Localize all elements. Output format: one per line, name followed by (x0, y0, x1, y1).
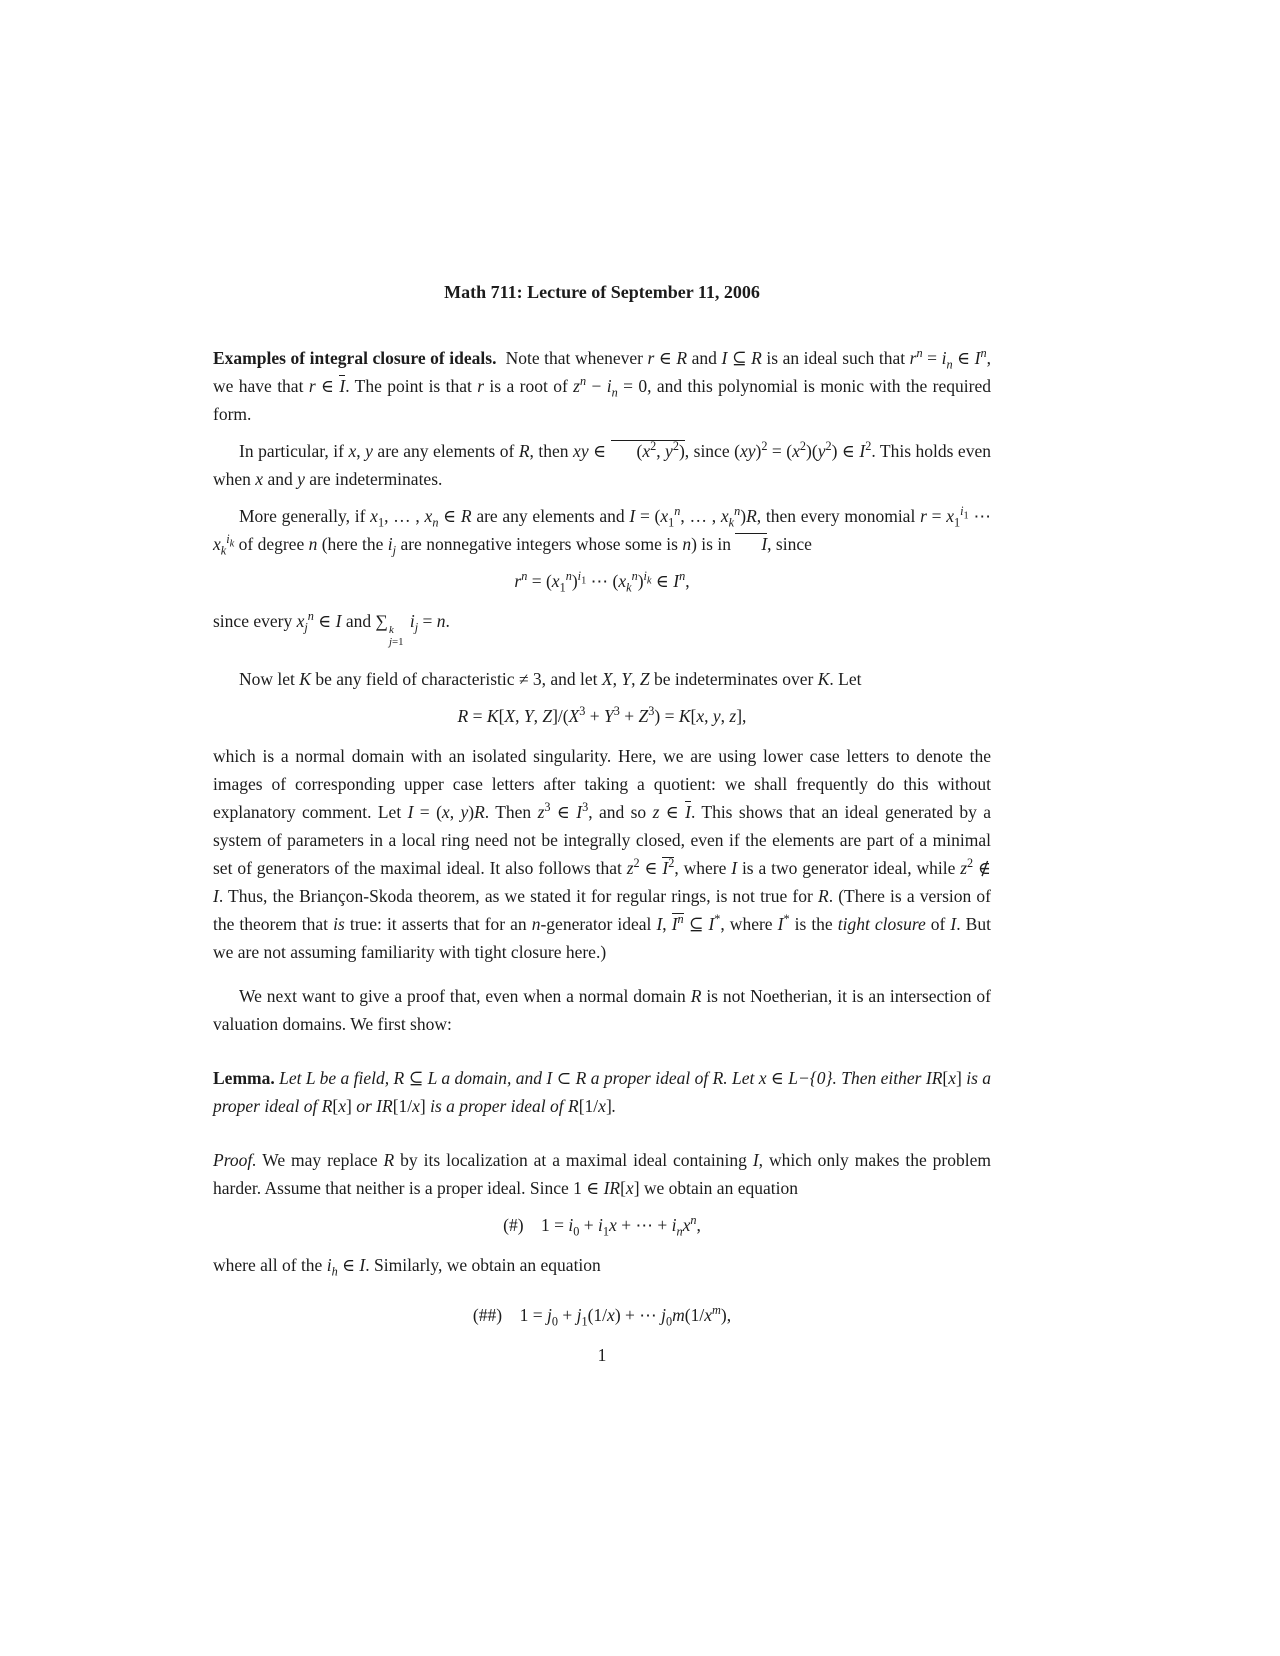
paragraph-where-all: where all of the $i_h$ ∈ I. Similarly, we obtain an equation (213, 1254, 601, 1279)
paragraph-more-generally: More generally, if $x_1$, … , $x_n$ ∈ R are any elements and $I = (x_1^n$, … , $x_k^n)R$, then every monomial $r = x_1^{i_1}$ ⋯ $x_k^{i_k}$ of degree n (here the $i_j$ are nonnegative integers whose some is n) is in I, since (213, 504, 991, 558)
paragraph-normal-domain: which is a normal domain with an isolated singularity. Here, we are using lower case letters to denote the images of corresponding upper case letters after taking a quotient: we shall frequently do this without explanatory comment. Let I = (x, y)R. Then $z^3$ ∈ $I^3$, and so z ∈ I. This shows that an ideal generated by a system of parameters in a local ring need not be integrally closed, even if the elements are part of a minimal set of generators of the maximal ideal. It also follows that $z^2$ ∈ $I^2$, where I is a two generator ideal, while $z^2$ ∉ I. Thus, the Briançon-Skoda theorem, as we stated it for regular rings, is not true for R. (There is a version of the theorem that is true: it asserts that for an n-generator ideal I, $I^n$ ⊆ I*, where I* is the tight closure of I. But we are not assuming familiarity with tight closure here.) (213, 745, 992, 962)
paragraph-we-next-want: We next want to give a proof that, even when a normal domain R is not Noetherian, it is an intersection of valuation domains. We first show: (213, 985, 991, 1034)
page-number: 1 (597, 1344, 607, 1365)
display-equation-double-hash: (##) $1 = j_0 + j_1(1/x)$ + ⋯ $j_0m(1/x^m)$, (472, 1302, 732, 1329)
display-equation-rn: $r^n = (x_1^n)^{i_1}$ ⋯ $(x_k^n)^{i_k}$ ∈ $I^n$, (514, 569, 690, 595)
document-title: Math 711: Lecture of September 11, 2006 (444, 282, 760, 302)
document-body (213, 278, 991, 1369)
proof-paragraph: Proof. We may replace R by its localization at a maximal ideal containing I, which only makes the problem harder. Assume that neither is a proper ideal. Since 1 ∈ IR[x] we obtain an equation (213, 1149, 991, 1198)
paragraph-since-every: since every $x_j^n$ ∈ I and ∑ k j=1 $i_j = n$. (213, 609, 450, 648)
display-equation-ring-r: R = K[X, Y, $Z]/(X^3 + Y^3 + Z^3) = K[x$, y, z], (457, 703, 747, 726)
paragraph-in-particular: In particular, if x, y are any elements of R, then xy ∈ ($x^2$, $y^2$), since $(xy)^2 = (x^2)(y^2)$ ∈ $I^2$. This holds even when x and y are indeterminates. (213, 439, 991, 489)
paragraph-examples-intro: Examples of integral closure of ideals. Note that whenever r ∈ R and I ⊆ R is an ideal such that $r^n = i_n$ ∈ $I^n$, we have that r ∈ I. The point is that r is a root of $z^n - i_n = 0$, and this polynomial is monic with the required form. (213, 346, 991, 424)
paragraph-now-let-k: Now let K be any field of characteristic ≠ 3, and let X, Y, Z be indeterminates over K. Let (239, 668, 862, 689)
display-equation-hash: (#) $1 = i_0 + i_1x$ + ⋯ + $i_nx^n$, (503, 1212, 701, 1239)
lemma-statement: Lemma. Let L be a field, R ⊆ L a domain, and I ⊂ R a proper ideal of R. Let x ∈ L−{0}. Then either IR[x] is a proper ideal of R[x] or IR[1/x] is a proper ideal of R[1/x]. (213, 1067, 992, 1116)
